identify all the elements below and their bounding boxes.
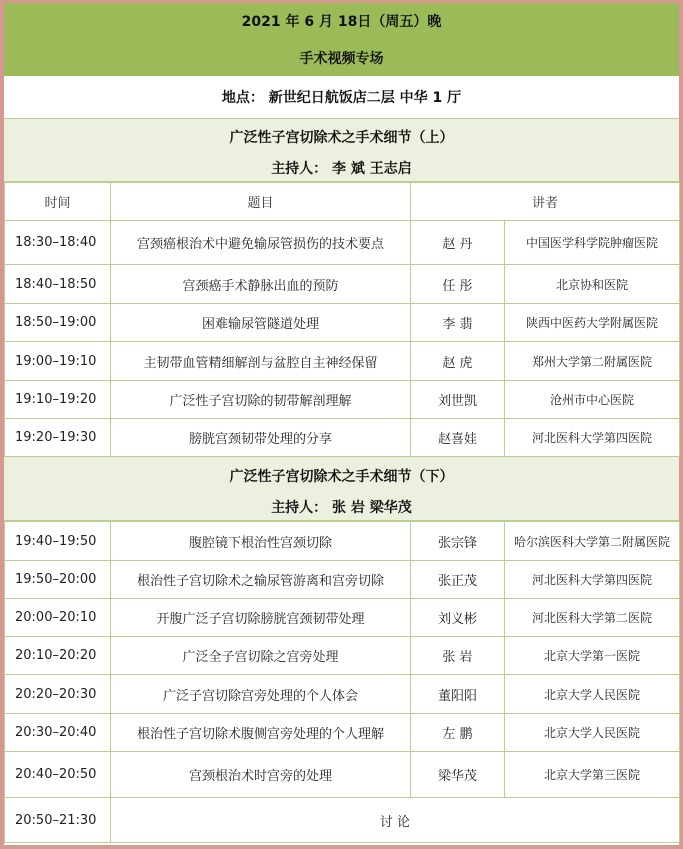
session-type-title: 手术视频专场	[4, 39, 679, 76]
row-topic: 广泛性子宫切除的韧带解剖理解	[111, 381, 411, 419]
row-institution: 北京大学第一医院	[505, 637, 680, 675]
session-title: 广泛性子宫切除术之手术细节（下）	[4, 457, 679, 494]
row-topic: 根治性子宫切除术之输尿管游离和宫旁切除	[111, 561, 411, 599]
table-row	[5, 522, 680, 561]
row-topic: 广泛全子宫切除之宫旁处理	[111, 637, 411, 675]
row-topic: 根治性子宫切除术腹侧宫旁处理的个人理解	[111, 714, 411, 752]
row-topic: 宫颈癌根治术中避免输尿管损伤的技术要点	[111, 221, 411, 265]
row-speaker: 李 翡	[411, 304, 505, 342]
discussion-row	[5, 798, 680, 843]
row-speaker: 刘义彬	[411, 599, 505, 637]
row-speaker: 赵 丹	[411, 221, 505, 265]
row-institution: 北京大学人民医院	[505, 675, 680, 714]
table-row	[5, 221, 680, 265]
row-topic: 广泛子宫切除宫旁处理的个人体会	[111, 675, 411, 714]
row-speaker: 梁华茂	[411, 752, 505, 798]
row-topic: 宫颈癌手术静脉出血的预防	[111, 265, 411, 304]
row-speaker: 左 鹏	[411, 714, 505, 752]
row-institution: 河北医科大学第二医院	[505, 599, 680, 637]
row-time: 19:50–20:00	[5, 561, 111, 599]
row-speaker: 赵喜娃	[411, 419, 505, 457]
row-topic: 开腹广泛子宫切除膀胱宫颈韧带处理	[111, 599, 411, 637]
table-row	[5, 342, 680, 381]
table-row	[5, 304, 680, 342]
row-institution: 河北医科大学第四医院	[505, 419, 680, 457]
row-speaker: 张正茂	[411, 561, 505, 599]
row-time: 20:20–20:30	[5, 675, 111, 714]
row-topic: 宫颈根治术时宫旁的处理	[111, 752, 411, 798]
table-row	[5, 752, 680, 798]
session-title: 广泛性子宫切除术之手术细节（上）	[4, 119, 679, 155]
row-institution: 郑州大学第二附属医院	[505, 342, 680, 381]
row-institution: 北京协和医院	[505, 265, 680, 304]
row-topic: 腹腔镜下根治性宫颈切除	[111, 522, 411, 561]
row-time: 19:20–19:30	[5, 419, 111, 457]
row-speaker: 董阳阳	[411, 675, 505, 714]
row-institution: 陕西中医药大学附属医院	[505, 304, 680, 342]
table-row	[5, 381, 680, 419]
row-time: 20:00–20:10	[5, 599, 111, 637]
schedule-table-part2	[4, 521, 680, 843]
row-time: 19:10–19:20	[5, 381, 111, 419]
row-topic: 主韧带血管精细解剖与盆腔自主神经保留	[111, 342, 411, 381]
date-heading: 2021 年 6 月 18日（周五）晚	[4, 3, 679, 39]
row-time: 20:10–20:20	[5, 637, 111, 675]
row-time: 19:40–19:50	[5, 522, 111, 561]
row-time: 18:30–18:40	[5, 221, 111, 265]
row-speaker: 任 彤	[411, 265, 505, 304]
row-institution: 沧州市中心医院	[505, 381, 680, 419]
table-row	[5, 675, 680, 714]
row-topic: 膀胱宫颈韧带处理的分享	[111, 419, 411, 457]
session-hosts: 主持人： 张 岩 梁华茂	[4, 494, 679, 521]
discussion-label: 讨 论	[111, 798, 680, 843]
table-row	[5, 714, 680, 752]
row-speaker: 刘世凯	[411, 381, 505, 419]
row-time: 18:40–18:50	[5, 265, 111, 304]
row-time: 20:30–20:40	[5, 714, 111, 752]
table-row	[5, 419, 680, 457]
row-time: 18:50–19:00	[5, 304, 111, 342]
session-hosts: 主持人： 李 斌 王志启	[4, 155, 679, 182]
schedule-table-part1	[4, 182, 680, 457]
row-speaker: 张宗锋	[411, 522, 505, 561]
table-row	[5, 637, 680, 675]
col-header-speaker: 讲者	[411, 183, 680, 221]
schedule-sheet	[4, 3, 679, 845]
row-time: 20:40–20:50	[5, 752, 111, 798]
venue-line: 地点： 新世纪日航饭店二层 中华 1 厅	[4, 76, 679, 119]
row-institution: 北京大学人民医院	[505, 714, 680, 752]
col-header-time: 时间	[5, 183, 111, 221]
table-row	[5, 265, 680, 304]
table-row	[5, 599, 680, 637]
row-institution: 哈尔滨医科大学第二附属医院	[505, 522, 680, 561]
discussion-time: 20:50–21:30	[5, 798, 111, 843]
row-institution: 中国医学科学院肿瘤医院	[505, 221, 680, 265]
row-time: 19:00–19:10	[5, 342, 111, 381]
table-row	[5, 561, 680, 599]
row-institution: 河北医科大学第四医院	[505, 561, 680, 599]
col-header-topic: 题目	[111, 183, 411, 221]
row-speaker: 赵 虎	[411, 342, 505, 381]
table-header-row	[5, 183, 680, 221]
row-institution: 北京大学第三医院	[505, 752, 680, 798]
row-speaker: 张 岩	[411, 637, 505, 675]
row-topic: 困难输尿管隧道处理	[111, 304, 411, 342]
